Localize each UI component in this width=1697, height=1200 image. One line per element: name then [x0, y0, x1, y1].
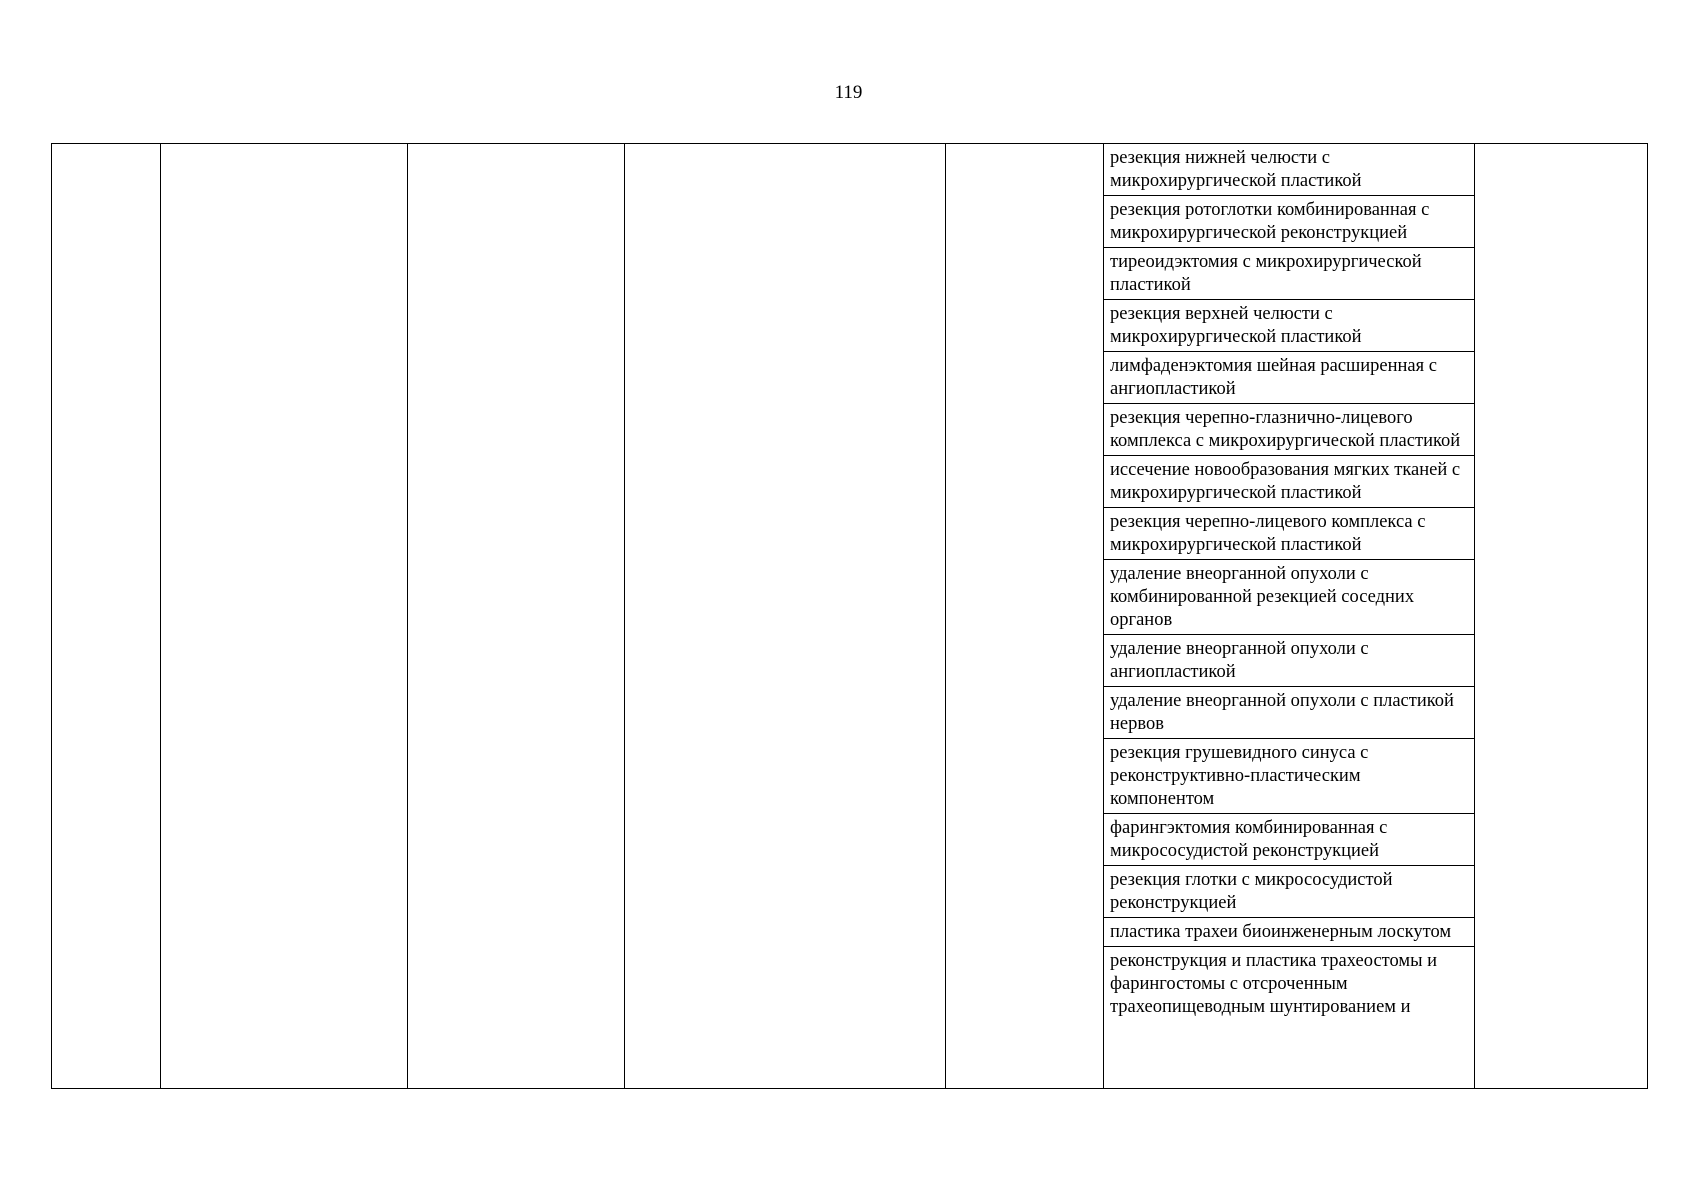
page-number: 119: [834, 82, 863, 103]
list-item: фарингэктомия комбинированная с микрососудистой реконструкцией: [1104, 814, 1474, 866]
list-item: резекция глотки с микрососудистой реконструкцией: [1104, 866, 1474, 918]
list-item: резекция верхней челюсти с микрохирургической пластикой: [1104, 300, 1474, 352]
list-item: удаление внеорганной опухоли с комбинированной резекцией соседних органов: [1104, 560, 1474, 635]
list-item: резекция черепно-лицевого комплекса с микрохирургической пластикой: [1104, 508, 1474, 560]
cell-treatment-type: [946, 144, 1104, 1089]
cell-cost: [1475, 144, 1648, 1089]
methods-list: [1104, 144, 1474, 1088]
list-item: резекция нижней челюсти с микрохирургической пластикой: [1104, 144, 1474, 196]
cell-row-number: [52, 144, 161, 1089]
list-item: реконструкция и пластика трахеостомы и фарингостомы с отсроченным трахеопищеводным шунтированием и: [1110, 951, 1438, 1017]
table-row: [52, 144, 1648, 1089]
list-item: резекция ротоглотки комбинированная с микрохирургической реконструкцией: [1104, 196, 1474, 248]
list-item: лимфаденэктомия шейная расширенная с ангиопластикой: [1104, 352, 1474, 404]
cell-patient-model: [625, 144, 946, 1089]
cell-care-group: [161, 144, 408, 1089]
list-item: пластика трахеи биоинженерным лоскутом: [1104, 918, 1474, 947]
list-item: резекция черепно-глазнично-лицевого комплекса с микрохирургической пластикой: [1104, 404, 1474, 456]
list-item: тиреоидэктомия с микрохирургической пластикой: [1104, 248, 1474, 300]
list-item: удаление внеорганной опухоли с ангиопластикой: [1104, 635, 1474, 687]
cell-treatment-methods: [1104, 144, 1475, 1089]
list-item: резекция грушевидного синуса с реконструктивно-пластическим компонентом: [1104, 739, 1474, 814]
procedures-table: [51, 143, 1648, 1089]
list-item: иссечение новообразования мягких тканей с микрохирургической пластикой: [1104, 456, 1474, 508]
list-item: удаление внеорганной опухоли с пластикой нервов: [1104, 687, 1474, 739]
cell-icd-codes: [408, 144, 625, 1089]
